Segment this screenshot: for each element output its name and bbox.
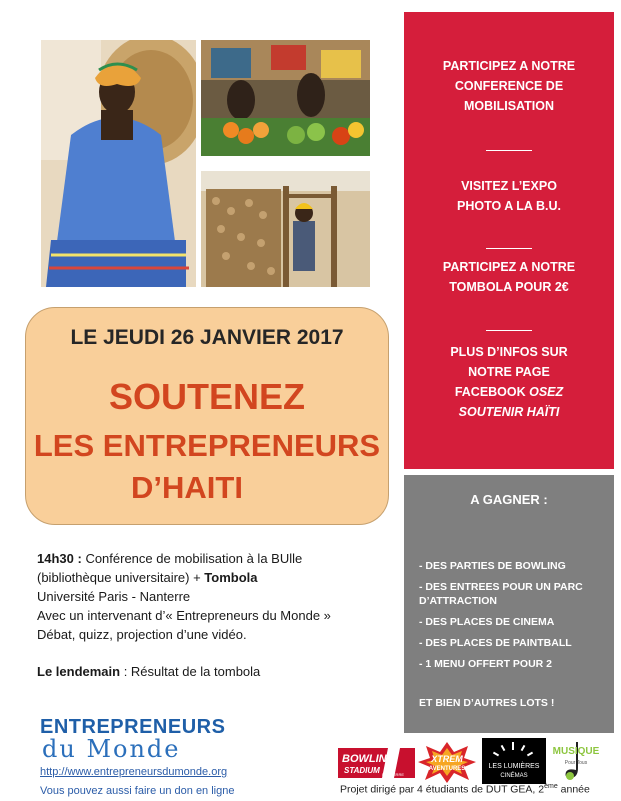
- prizes-panel: [404, 475, 614, 733]
- red-item-facebook-line-1: PLUS D’INFOS SUR: [450, 345, 568, 359]
- details-time: 14h30 :: [37, 551, 82, 566]
- sponsor-lumieres-cinemas-logo: [482, 738, 546, 784]
- headline-entrepreneurs: LES ENTREPRENEURS: [33, 428, 381, 463]
- red-item-facebook-line-2: NOTRE PAGE: [468, 365, 550, 379]
- details-line-2: [37, 568, 387, 587]
- red-item-conference-line-2: CONFERENCE DE: [454, 79, 564, 93]
- website-link[interactable]: http://www.entrepreneursdumonde.org: [40, 766, 228, 778]
- photo-market-stalls: [201, 40, 370, 156]
- details-line-3: Université Paris - Nanterre: [37, 589, 191, 604]
- svg-text:CINÉMAS: CINÉMAS: [500, 773, 528, 779]
- prizes-title: A GAGNER :: [470, 492, 548, 507]
- prizes-extra: ET BIEN D’AUTRES LOTS !: [419, 697, 555, 709]
- event-date: LE JEUDI 26 JANVIER 2017: [70, 326, 344, 349]
- red-separator: [486, 248, 532, 249]
- project-credit-sup: ème: [544, 783, 558, 790]
- prize-item: - DES PARTIES DE BOWLING: [419, 560, 566, 572]
- red-item-expo-line-1: VISITEZ L’EXPO: [461, 179, 557, 193]
- red-item-tombola: [404, 257, 614, 297]
- logo-line-1: ENTREPRENEURS: [40, 716, 226, 738]
- svg-text:AVENTURES: AVENTURES: [428, 766, 466, 772]
- red-item-tombola-line-1: PARTICIPEZ A NOTRE: [442, 260, 576, 274]
- details-next-day-rest: : Résultat de la tombola: [120, 664, 261, 679]
- sponsor-musique-pour-tous-logo: [548, 738, 604, 784]
- project-credit-text: Projet dirigé par 4 étudiants de DUT GEA, 2: [340, 783, 545, 796]
- prizes-list: [419, 559, 609, 678]
- red-item-tombola-line-2: TOMBOLA POUR 2€: [449, 280, 569, 294]
- details-tombola-word: Tombola: [204, 570, 258, 585]
- photo-woman-blue-dress: [41, 40, 196, 287]
- details-line-4: Avec un intervenant d’« Entrepreneurs du Monde »: [37, 608, 331, 623]
- red-item-expo-line-2: PHOTO A LA B.U.: [457, 199, 561, 213]
- event-details: [37, 549, 387, 681]
- red-item-facebook: [404, 342, 614, 422]
- facebook-page-name-part-2[interactable]: SOUTENIR HAÏTI: [458, 405, 560, 419]
- project-credit: [340, 783, 590, 796]
- svg-text:BOWLING: BOWLING: [342, 753, 396, 765]
- details-line-1: [37, 549, 387, 568]
- svg-text:STADIUM: STADIUM: [344, 766, 380, 775]
- details-line1-rest: de mobilisation à la BUlle: [152, 551, 303, 566]
- details-next-day: [37, 662, 387, 681]
- details-next-day-label: Le lendemain: [37, 664, 121, 679]
- red-item-conference: [404, 56, 614, 116]
- svg-text:XTREM: XTREM: [431, 754, 463, 764]
- red-item-conference-line-1: PARTICIPEZ A NOTRE: [442, 59, 576, 73]
- svg-text:MUSIQUE: MUSIQUE: [552, 746, 600, 757]
- red-item-facebook-line-3: [404, 382, 614, 402]
- sponsor-bowling-stadium-logo: [338, 742, 415, 782]
- donation-note: Vous pouvez aussi faire un don en ligne: [40, 785, 235, 797]
- facebook-page-name-part-1[interactable]: OSEZ: [529, 385, 564, 399]
- facebook-word: FACEBOOK: [454, 385, 530, 399]
- prize-item: - DES PLACES DE PAINTBALL: [419, 637, 572, 649]
- entrepreneurs-du-monde-logo: [40, 716, 225, 763]
- red-item-conference-line-3: MOBILISATION: [463, 99, 555, 113]
- details-conference-word: Conférence: [85, 551, 153, 566]
- details-line-5: Débat, quizz, projection d’une vidéo.: [37, 627, 247, 642]
- headline-support: SOUTENEZ: [108, 376, 305, 417]
- sponsor-xtrem-aventures-logo: [416, 740, 478, 784]
- red-info-panel: [404, 12, 614, 469]
- prize-item: - DES ENTREES POUR UN PARC D’ATTRACTION: [419, 581, 583, 607]
- prize-item: - DES PLACES DE CINEMA: [419, 616, 555, 628]
- headline-haiti: D’HAITI: [131, 470, 243, 505]
- project-credit-end: année: [557, 783, 590, 796]
- red-separator: [486, 330, 532, 331]
- photo-builder-wall: [201, 171, 370, 287]
- details-line2-start: (bibliothèque universitaire) +: [37, 570, 205, 585]
- prize-item: - 1 MENU OFFERT POUR 2: [419, 658, 553, 670]
- svg-text:NANTERRE: NANTERRE: [382, 772, 405, 777]
- svg-text:Pour Tous: Pour Tous: [564, 760, 588, 766]
- event-box: [25, 307, 389, 525]
- red-separator: [486, 150, 532, 151]
- logo-line-2: du Monde: [42, 735, 181, 763]
- svg-text:LES LUMIÈRES: LES LUMIÈRES: [488, 763, 540, 770]
- red-item-expo: [404, 176, 614, 216]
